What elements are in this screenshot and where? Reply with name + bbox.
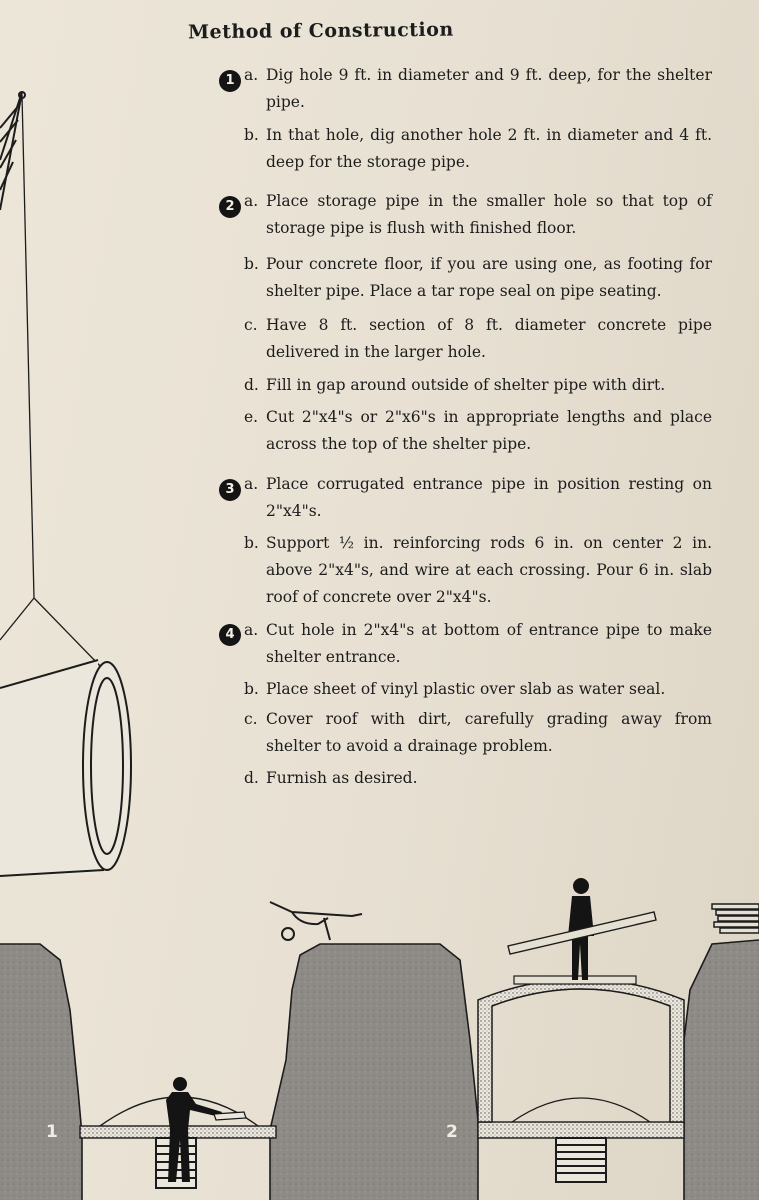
hanging-pipe-icon: [0, 660, 131, 876]
item-text: Pour concrete floor, if you are using one, as footing for shelter pipe. Place a tar rope seal on pipe seating.: [266, 255, 712, 300]
instruction-item: [246, 765, 712, 792]
instruction-item: [246, 188, 712, 242]
item-marker: e.: [244, 408, 259, 426]
instruction-item: [246, 122, 712, 176]
instruction-item: [246, 706, 712, 760]
lumber-stack-icon: [712, 904, 759, 933]
wheelbarrow-icon: [270, 902, 362, 940]
item-marker: b.: [244, 126, 259, 144]
instruction-item: [246, 251, 712, 305]
instruction-item: [246, 62, 712, 116]
item-text: Cut 2"x4"s or 2"x6"s in appropriate lengths and place across the top of the shelter pipe.: [266, 408, 712, 453]
crane-icon: [0, 92, 102, 668]
item-text: Dig hole 9 ft. in diameter and 9 ft. deep, for the shelter pipe.: [266, 66, 712, 111]
item-text: Furnish as desired.: [266, 769, 418, 787]
page-title: Method of Construction: [187, 18, 454, 44]
figure-label: 1: [46, 1122, 58, 1142]
storage-pipe-icon: [556, 1138, 606, 1182]
item-text: Cut hole in 2"x4"s at bottom of entrance pipe to make shelter entrance.: [266, 621, 712, 666]
item-marker: b.: [244, 680, 259, 698]
item-text: Support ½ in. reinforcing rods 6 in. on center 2 in. above 2"x4"s, and wire at each crossing. Pour 6 in. slab roof of concrete over 2"x4"s.: [266, 534, 712, 606]
item-marker: a.: [244, 192, 259, 210]
item-marker: d.: [244, 769, 259, 787]
item-text: Fill in gap around outside of shelter pipe with dirt.: [266, 376, 666, 394]
item-marker: a.: [244, 621, 259, 639]
step-number-badge: 3: [219, 479, 241, 501]
instruction-item: [246, 312, 712, 366]
item-text: Place corrugated entrance pipe in position resting on 2"x4"s.: [266, 475, 712, 520]
item-marker: a.: [244, 66, 259, 84]
figure-1-drawing: [80, 1077, 276, 1188]
item-text: Cover roof with dirt, carefully grading away from shelter to avoid a drainage problem.: [266, 710, 712, 755]
item-marker: c.: [244, 316, 258, 334]
instruction-item: [246, 404, 712, 458]
item-marker: d.: [244, 376, 259, 394]
figure-label: 2: [446, 1122, 458, 1142]
instruction-item: [246, 372, 712, 399]
item-text: Place sheet of vinyl plastic over slab as water seal.: [266, 680, 666, 698]
step-number-badge: 1: [219, 70, 241, 92]
item-text: Place storage pipe in the smaller hole so that top of storage pipe is flush with finished floor.: [266, 192, 712, 237]
step-number-badge: 4: [219, 624, 241, 646]
item-marker: a.: [244, 475, 259, 493]
instruction-item: [246, 617, 712, 671]
worker-icon: [508, 878, 656, 980]
item-text: Have 8 ft. section of 8 ft. diameter concrete pipe delivered in the larger hole.: [266, 316, 712, 361]
step-number-badge: 2: [219, 196, 241, 218]
instruction-item: [246, 676, 712, 703]
ground-cross-section: [0, 940, 759, 1200]
item-text: In that hole, dig another hole 2 ft. in diameter and 4 ft. deep for the storage pipe.: [266, 126, 712, 171]
item-marker: b.: [244, 534, 259, 552]
item-marker: c.: [244, 710, 258, 728]
instruction-item: [246, 471, 712, 525]
figure-2-drawing: [478, 878, 684, 1182]
item-marker: b.: [244, 255, 259, 273]
instruction-item: [246, 530, 712, 611]
